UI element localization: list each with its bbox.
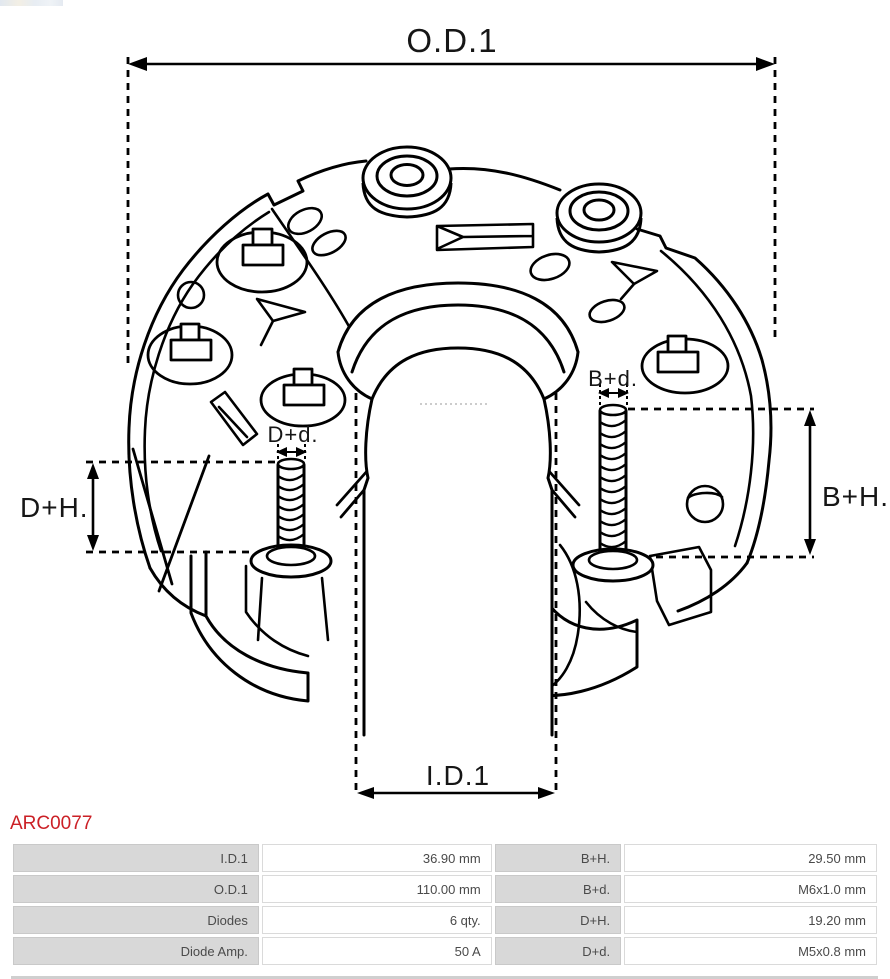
dh-label: D+H. (20, 492, 89, 523)
spec-value-dh: 19.20 mm (624, 906, 877, 934)
spec-value-id1: 36.90 mm (262, 844, 492, 872)
spec-value-diode-amp: 50 A (262, 937, 492, 965)
spec-label-dd: D+d. (495, 937, 621, 965)
spec-label-diodes: Diodes (13, 906, 259, 934)
terminal-boss-right (557, 184, 641, 252)
spec-table (10, 841, 880, 968)
bd-label: B+d. (588, 366, 638, 391)
bh-dimension (628, 409, 889, 557)
spec-label-dh: D+H. (495, 906, 621, 934)
spec-label-id1: I.D.1 (13, 844, 259, 872)
spec-value-dd: M5x0.8 mm (624, 937, 877, 965)
spec-row-1 (13, 844, 877, 872)
center-bore (338, 283, 578, 735)
spec-row-3 (13, 906, 877, 934)
spec-value-od1: 110.00 mm (262, 875, 492, 903)
d-plus-stud (251, 459, 331, 577)
spec-value-diodes: 6 qty. (262, 906, 492, 934)
spec-value-bd: M6x1.0 mm (624, 875, 877, 903)
dd-label: D+d. (267, 422, 319, 447)
spec-label-bh: B+H. (495, 844, 621, 872)
dd-dimension (267, 422, 318, 461)
spec-row-4 (13, 937, 877, 965)
bh-label: B+H. (822, 481, 890, 512)
spec-value-bh: 29.50 mm (624, 844, 877, 872)
part-code: ARC0077 (10, 813, 93, 834)
spec-row-2 (13, 875, 877, 903)
spec-label-bd: B+d. (495, 875, 621, 903)
spec-label-od1: O.D.1 (13, 875, 259, 903)
bd-dimension (588, 366, 638, 407)
id1-label: I.D.1 (425, 760, 491, 791)
od1-label: O.D.1 (406, 22, 498, 59)
terminal-boss-left (363, 147, 451, 217)
b-plus-stud (573, 405, 653, 581)
spec-label-diode-amp: Diode Amp. (13, 937, 259, 965)
